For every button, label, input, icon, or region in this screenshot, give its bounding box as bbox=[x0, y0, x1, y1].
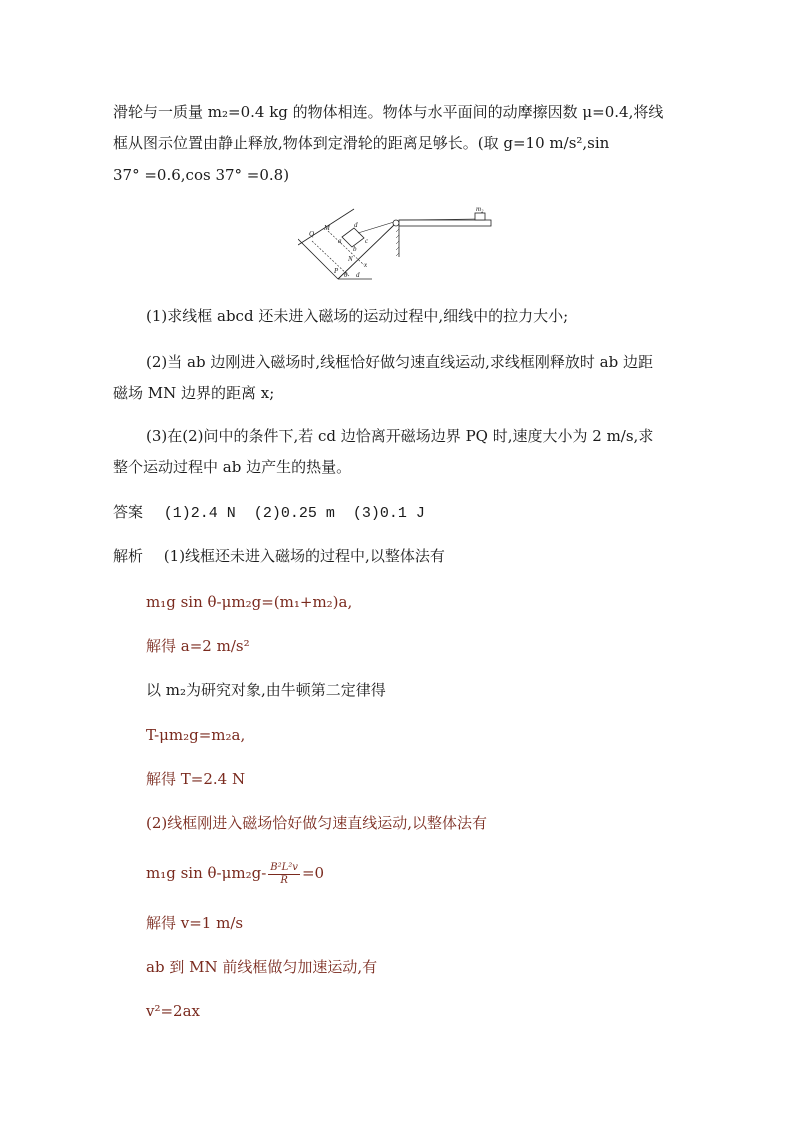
question-1: (1)求线框 abcd 还未进入磁场的运动过程中,细线中的拉力大小; bbox=[146, 307, 569, 325]
result-3: 解得 v=1 m/s bbox=[146, 914, 244, 932]
label-theta: θ bbox=[344, 271, 348, 279]
answer-row bbox=[113, 502, 425, 524]
equation-1: m₁g sin θ-μm₂g=(m₁+m₂)a, bbox=[146, 593, 353, 611]
equation-3 bbox=[146, 858, 324, 888]
incline-side bbox=[298, 239, 338, 279]
equation-3-fraction bbox=[268, 862, 300, 887]
question-2-line-1: (2)当 ab 边刚进入磁场时,线框恰好做匀速直线运动,求线框刚释放时 ab 边距 bbox=[146, 353, 653, 371]
question-3-line-2: 整个运动过程中 ab 边产生的热量。 bbox=[113, 458, 352, 476]
step-2: 以 m₂为研究对象,由牛顿第二定律得 bbox=[146, 681, 386, 699]
label-N: N bbox=[348, 255, 353, 263]
string-incline bbox=[358, 222, 394, 233]
block-m2 bbox=[475, 213, 485, 220]
label-b: b bbox=[353, 245, 357, 253]
equation-2: T-μm₂g=m₂a, bbox=[146, 726, 246, 744]
equation-3-numerator: B²L²v bbox=[270, 861, 298, 873]
label-d-top: d bbox=[354, 221, 358, 229]
equation-3-left: m₁g sin θ-μm₂g- bbox=[146, 864, 267, 882]
answer-text: (1)2.4 N (2)0.25 m (3)0.1 J bbox=[163, 505, 425, 522]
table-top bbox=[399, 220, 491, 226]
label-x: x bbox=[364, 261, 368, 269]
incline-pulley-diagram bbox=[298, 205, 498, 285]
problem-line-3: 37° =0.6,cos 37° =0.8) bbox=[113, 166, 290, 184]
label-a: a bbox=[338, 237, 342, 245]
label-Q: Q bbox=[309, 230, 315, 238]
solution-label: 解析 bbox=[113, 547, 144, 565]
table-hatch bbox=[396, 229, 399, 256]
equation-4: v²=2ax bbox=[146, 1002, 201, 1020]
label-c: c bbox=[365, 237, 369, 245]
equation-3-denominator: R bbox=[280, 874, 288, 886]
equation-3-right: =0 bbox=[301, 864, 325, 882]
problem-line-2: 框从图示位置由静止释放,物体到定滑轮的距离足够长。(取 g=10 m/s²,sin bbox=[113, 134, 610, 152]
label-d-bottom: d bbox=[356, 271, 360, 279]
solution-intro-1: (1)线框还未进入磁场的过程中,以整体法有 bbox=[163, 547, 445, 565]
label-m2: m₂ bbox=[476, 205, 484, 213]
question-3-line-1: (3)在(2)问中的条件下,若 cd 边恰离开磁场边界 PQ 时,速度大小为 2 m/s,求 bbox=[146, 427, 654, 445]
solution-header bbox=[113, 546, 445, 566]
problem-line-1: 滑轮与一质量 m₂=0.4 kg 的物体相连。物体与水平面间的动摩擦因数 μ=0.4,将线 bbox=[113, 103, 664, 121]
boundary-MN bbox=[328, 231, 364, 265]
result-1: 解得 a=2 m/s² bbox=[146, 637, 250, 655]
question-2-line-2: 磁场 MN 边界的距离 x; bbox=[113, 384, 275, 402]
solution-intro-2: (2)线框刚进入磁场恰好做匀速直线运动,以整体法有 bbox=[146, 814, 488, 832]
pulley bbox=[393, 220, 399, 226]
label-M: M bbox=[324, 224, 330, 232]
label-P: P bbox=[334, 267, 339, 275]
step-3: ab 到 MN 前线框做匀加速运动,有 bbox=[146, 958, 378, 976]
result-2: 解得 T=2.4 N bbox=[146, 770, 246, 788]
answer-label: 答案 bbox=[113, 503, 144, 521]
